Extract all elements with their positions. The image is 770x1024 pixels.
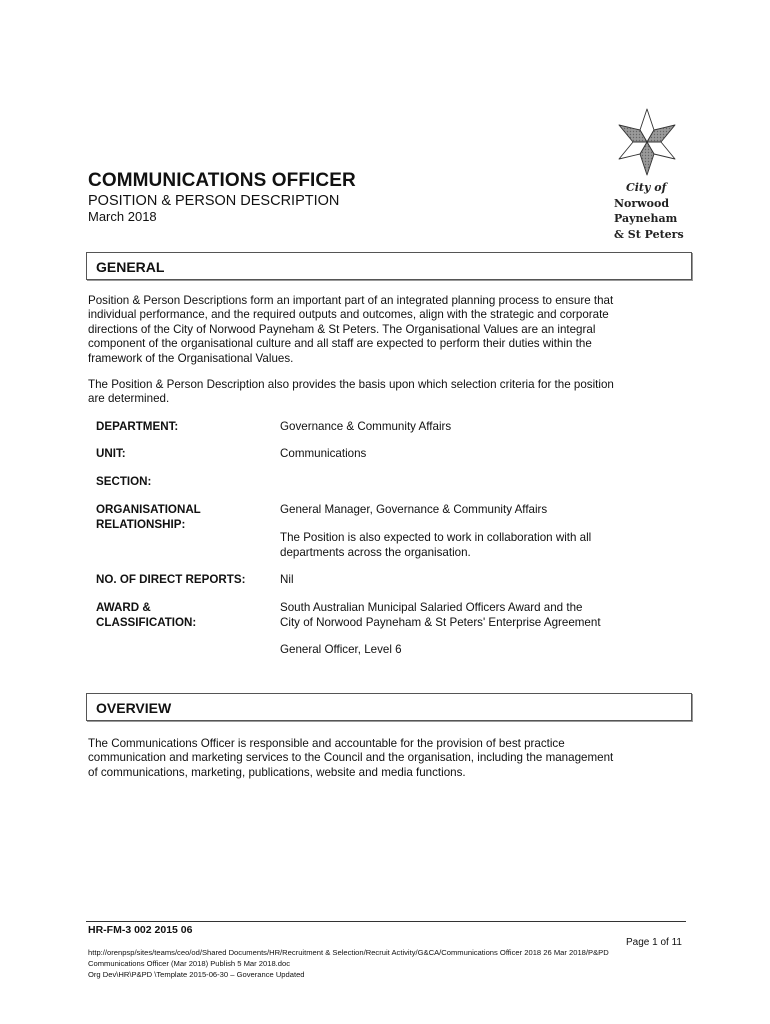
footer-form-code: HR-FM-3 002 2015 06 [88, 924, 193, 936]
note-line: The Position is also expected to work in collaboration with all [280, 531, 592, 544]
direct-reports-value: Nil [280, 573, 294, 586]
footer-divider [86, 921, 686, 922]
department-value: Governance & Community Affairs [280, 420, 452, 433]
direct-reports-label: NO. OF DIRECT REPORTS: [96, 573, 246, 586]
general-section-header [86, 252, 692, 280]
label-line: CLASSIFICATION: [96, 615, 197, 629]
paragraph-line: component of the organisational culture and all staff are expected to perform their duties within the [88, 337, 592, 351]
section-label: SECTION: [96, 475, 152, 488]
paragraph-line: The Position & Person Description also provides the basis upon which selection criteria for the position [88, 378, 614, 391]
footer-path-line: Communications Officer (Mar 2018) Publish 5 Mar 2018.doc [88, 959, 291, 968]
logo-line: Payneham [614, 212, 678, 225]
unit-label: UNIT: [96, 447, 126, 460]
council-logo-text [614, 180, 684, 242]
overview-section-header [86, 693, 692, 721]
paragraph-line: The Communications Officer is responsible and accountable for the provision of best practice [88, 737, 565, 750]
relationship-value: General Manager, Governance & Community Affairs [280, 503, 548, 516]
paragraph-line: of communications, marketing, publications, website and media functions. [88, 765, 466, 779]
award-level: General Officer, Level 6 [280, 643, 402, 656]
paragraph-line: directions of the City of Norwood Payneham & St Peters. The Organisational Values are an integral [88, 322, 596, 336]
paragraph-line: communication and marketing services to the Council and the organisation, including the management [88, 751, 614, 765]
department-label: DEPARTMENT: [96, 420, 179, 433]
document-subtitle: POSITION & PERSON DESCRIPTION [88, 193, 340, 209]
label-line: RELATIONSHIP: [96, 517, 186, 531]
general-paragraph-2 [88, 378, 688, 407]
award-label [96, 601, 196, 630]
paragraph-line: are determined. [88, 392, 170, 406]
label-line: AWARD & [96, 601, 151, 614]
unit-value: Communications [280, 447, 367, 460]
paragraph-line: Position & Person Descriptions form an important part of an integrated planning process to ensure that [88, 294, 614, 307]
page-number: Page 1 of 11 [626, 937, 682, 948]
label-line: ORGANISATIONAL [96, 503, 201, 516]
value-line: City of Norwood Payneham & St Peters' Enterprise Agreement [280, 615, 601, 629]
relationship-note [280, 531, 680, 560]
document-title: COMMUNICATIONS OFFICER [88, 170, 356, 191]
general-paragraph-1 [88, 294, 688, 366]
document-date: March 2018 [88, 209, 157, 224]
footer-path-line: http://orenpsp/sites/teams/ceo/od/Shared Documents/HR/Recruitment & Selection/Recruit Activity/G&CA/Communications Officer 2018 26 Mar 2018/P&PD [88, 948, 609, 957]
note-line: departments across the organisation. [280, 545, 471, 559]
award-value [280, 601, 680, 630]
star-logo-icon [614, 106, 680, 176]
general-heading: GENERAL [96, 259, 165, 275]
relationship-label [96, 503, 201, 532]
footer-path-line: Org Dev\HR\P&PD \Template 2015-06-30 – Goverance Updated [88, 970, 305, 979]
paragraph-line: individual performance, and the required outputs and outcomes, align with the strategic and corporate [88, 308, 609, 322]
paragraph-line: framework of the Organisational Values. [88, 351, 294, 365]
logo-line: City of [626, 181, 667, 194]
overview-paragraph [88, 737, 688, 780]
logo-line: & St Peters [614, 227, 684, 241]
overview-heading: OVERVIEW [96, 700, 172, 716]
value-line: South Australian Municipal Salaried Officers Award and the [280, 601, 583, 614]
logo-line: Norwood [614, 196, 670, 210]
